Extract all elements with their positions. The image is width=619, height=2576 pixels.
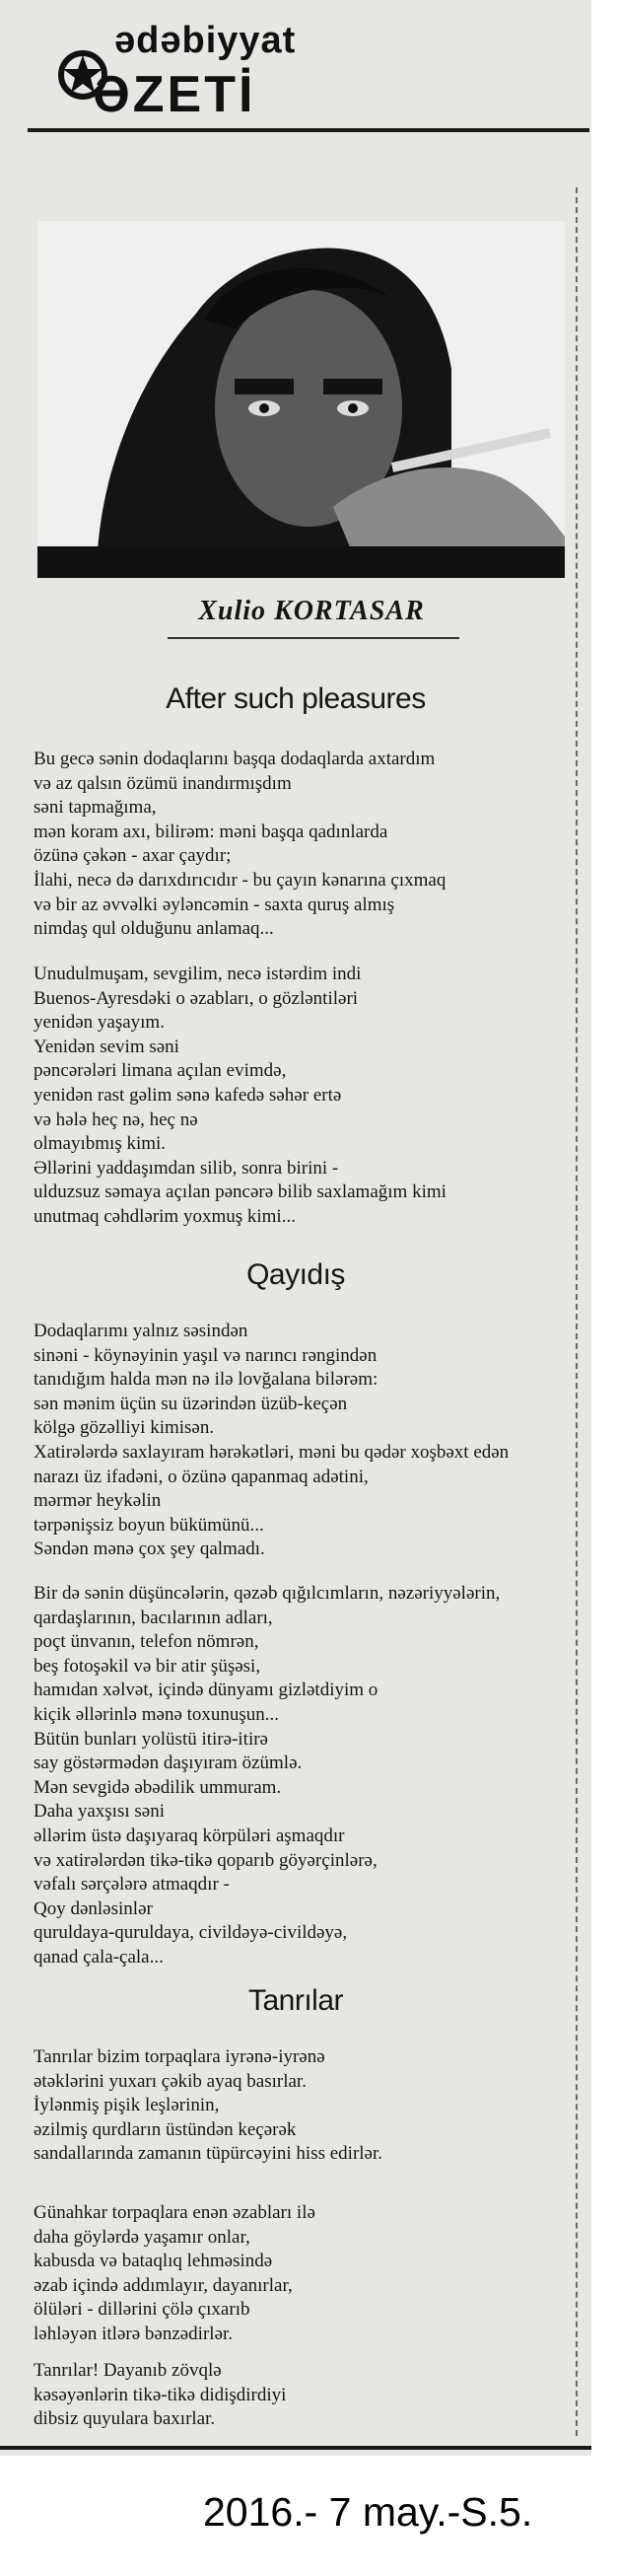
masthead-line1: ədəbiyyat xyxy=(114,20,297,61)
poem-title: Qayıdış xyxy=(246,1258,345,1291)
poem-line: və hələ heç nə, heç nə xyxy=(34,1109,198,1130)
poem-stanza xyxy=(34,2359,571,2432)
poem-line: Səndən mənə çox şey qalmadı. xyxy=(34,1538,265,1560)
author-portrait xyxy=(37,221,565,578)
poem-line: Xatirələrdə saxlayıram hərəkətləri, məni bu qədər xoşbəxt edən xyxy=(34,1441,510,1463)
poem-line: Buenos-Ayresdəki o əzabları, o gözləntiləri xyxy=(34,987,359,1009)
poem-line: ölüləri - dillərini çölə çıxarıb xyxy=(34,2299,250,2321)
poem-line: unutmaq cəhdlərim yoxmuş kimi... xyxy=(34,1205,296,1227)
poem-line: İlahi, necə də darıxdırıcıdır - bu çayın kənarına çıxmaq xyxy=(34,869,447,891)
poem-line: qardaşlarının, bacılarının adları, xyxy=(34,1607,273,1628)
poem-line: kabusda və bataqlıq lehməsində xyxy=(34,2251,273,2272)
poem-line: beş fotoşəkil və bir atir şüşəsi, xyxy=(34,1655,261,1677)
poem-title: After such pleasures xyxy=(166,682,426,715)
poem-line: Mən sevgidə əbədilik ummuram. xyxy=(34,1776,282,1798)
poem-line: say göstərmədən daşıyıram özümlə. xyxy=(34,1753,303,1774)
poem-line: dibsiz quyulara baxırlar. xyxy=(34,2408,216,2430)
caption-underline xyxy=(168,637,459,639)
poem-line: mən koram axı, bilirəm: məni başqa qadınlarda xyxy=(34,821,388,842)
poem-line: Qoy dənləsinlər xyxy=(34,1897,153,1919)
poem-line: sən mənim üçün su üzərindən üzüb-keçən xyxy=(34,1393,348,1414)
poem-line: Yenidən sevim səni xyxy=(34,1036,179,1057)
poem-line: olmayıbmış kimi. xyxy=(34,1133,167,1155)
poem-line: poçt ünvanın, telefon nömrən, xyxy=(34,1631,259,1653)
poem-line: hamıdan xəlvət, içində dünyamı gizlətdiyim o xyxy=(34,1680,378,1701)
poem-line: qanad çala-çala... xyxy=(34,1946,164,1968)
poem-line: Tanrılar! Dayanıb zövqlə xyxy=(34,2360,222,2381)
author-caption: Xulio KORTASAR xyxy=(198,596,425,626)
poem-line: yenidən yaşayım. xyxy=(34,1012,165,1034)
poem-line: nimdaş qul olduğunu anlamaq... xyxy=(34,918,274,940)
poem-line: narazı üz ifadəni, o özünə qapanmaq adətini, xyxy=(34,1466,369,1487)
poem-line: və xatirələrdən tikə-tikə qoparıb göyərçinlərə, xyxy=(34,1849,378,1871)
poem-line: pəncərələri limana açılan evimdə, xyxy=(34,1060,287,1082)
poem-line: sandallarında zamanın tüpürcəyini hiss edirlər. xyxy=(34,2143,383,2165)
poem-line: kölgə gözəlliyi kimisən. xyxy=(34,1417,215,1439)
poem-stanza xyxy=(34,2201,571,2347)
poem-line: Bir də sənin düşüncələrin, qəzəb qığılcımların, nəzəriyyələrin, xyxy=(34,1583,501,1604)
poem-line: İylənmiş pişik leşlərinin, xyxy=(34,2095,220,2116)
masthead xyxy=(57,20,353,123)
poem-line: sinəni - köynəyinin yaşıl və narıncı rəngindən xyxy=(34,1344,378,1366)
header-rule xyxy=(28,128,589,132)
poem-line: əzilmiş qurdların üstündən keçərək xyxy=(34,2118,297,2140)
column-divider xyxy=(576,187,578,2436)
poem-stanza xyxy=(34,1320,571,1562)
poem-line: və az qalsın özümü inandırmışdım xyxy=(34,772,292,794)
publication-date: 2016.- 7 may.-S.5. xyxy=(203,2489,533,2535)
poem-line: və bir az əvvəlki əyləncəmin - saxta quruş almış xyxy=(34,894,395,915)
masthead-line2: ƏZETİ xyxy=(93,66,256,123)
poem-stanza xyxy=(34,2045,571,2167)
poem-line: tanıdığım halda mən nə ilə lovğalana bilərəm: xyxy=(34,1369,378,1391)
poem-stanza xyxy=(34,963,571,1230)
poem-stanza xyxy=(34,748,571,942)
poem-line: kiçik əllərinlə mənə toxunuşun... xyxy=(34,1703,280,1725)
poem-line: quruldaya-quruldaya, civildəyə-civildəyə, xyxy=(34,1922,348,1944)
poem-line: səni tapmağıma, xyxy=(34,797,157,819)
poem-line: özünə çəkən - axar çaydır; xyxy=(34,845,232,867)
poem-line: Əllərini yaddaşımdan silib, sonra birini - xyxy=(34,1157,339,1179)
poem-line: Günahkar torpaqlara enən əzabları ilə xyxy=(34,2202,315,2223)
poem-line: əzab içində addımlayır, dayanırlar, xyxy=(34,2274,293,2296)
poem-line: Unudulmuşam, sevgilim, necə istərdim indi xyxy=(34,964,362,984)
poem-title: Tanrılar xyxy=(247,1984,344,2017)
poem-line: ulduzsuz səmaya açılan pəncərə bilib saxlamağım kimi xyxy=(34,1181,447,1203)
poem-line: əllərim üstə daşıyaraq körpüləri aşmaqdır xyxy=(34,1825,345,1846)
poem-line: ətəklərini yuxarı çəkib ayaq basırlar. xyxy=(34,2070,307,2092)
poem-line: Tanrılar bizim torpaqlara iyrənə-iyrənə xyxy=(34,2046,325,2067)
poem-line: Bu gecə sənin dodaqlarını başqa dodaqlarda axtardım xyxy=(34,749,436,769)
poem-line: ləhləyən itlərə bənzədirlər. xyxy=(34,2323,234,2344)
poem-line: daha göylərdə yaşamır onlar, xyxy=(34,2226,250,2248)
poem-line: tərpənişsiz boyun bükümünü... xyxy=(34,1514,264,1536)
footer-rule xyxy=(0,2446,591,2450)
poem-line: Bütün bunları yolüstü itirə-itirə xyxy=(34,1728,268,1750)
poem-line: vəfalı sərçələrə atmaqdır - xyxy=(34,1874,230,1896)
poem-line: Daha yaxşısı səni xyxy=(34,1801,165,1823)
poem-line: Dodaqlarımı yalnız səsindən xyxy=(34,1321,248,1341)
poem-line: mərmər heykəlin xyxy=(34,1490,162,1512)
poem-line: yenidən rast gəlim sənə kafedə səhər ertə xyxy=(34,1084,342,1106)
poem-line: kəsəyənlərin tikə-tikə didişdirdiyi xyxy=(34,2384,287,2405)
poem-stanza xyxy=(34,1582,571,1970)
